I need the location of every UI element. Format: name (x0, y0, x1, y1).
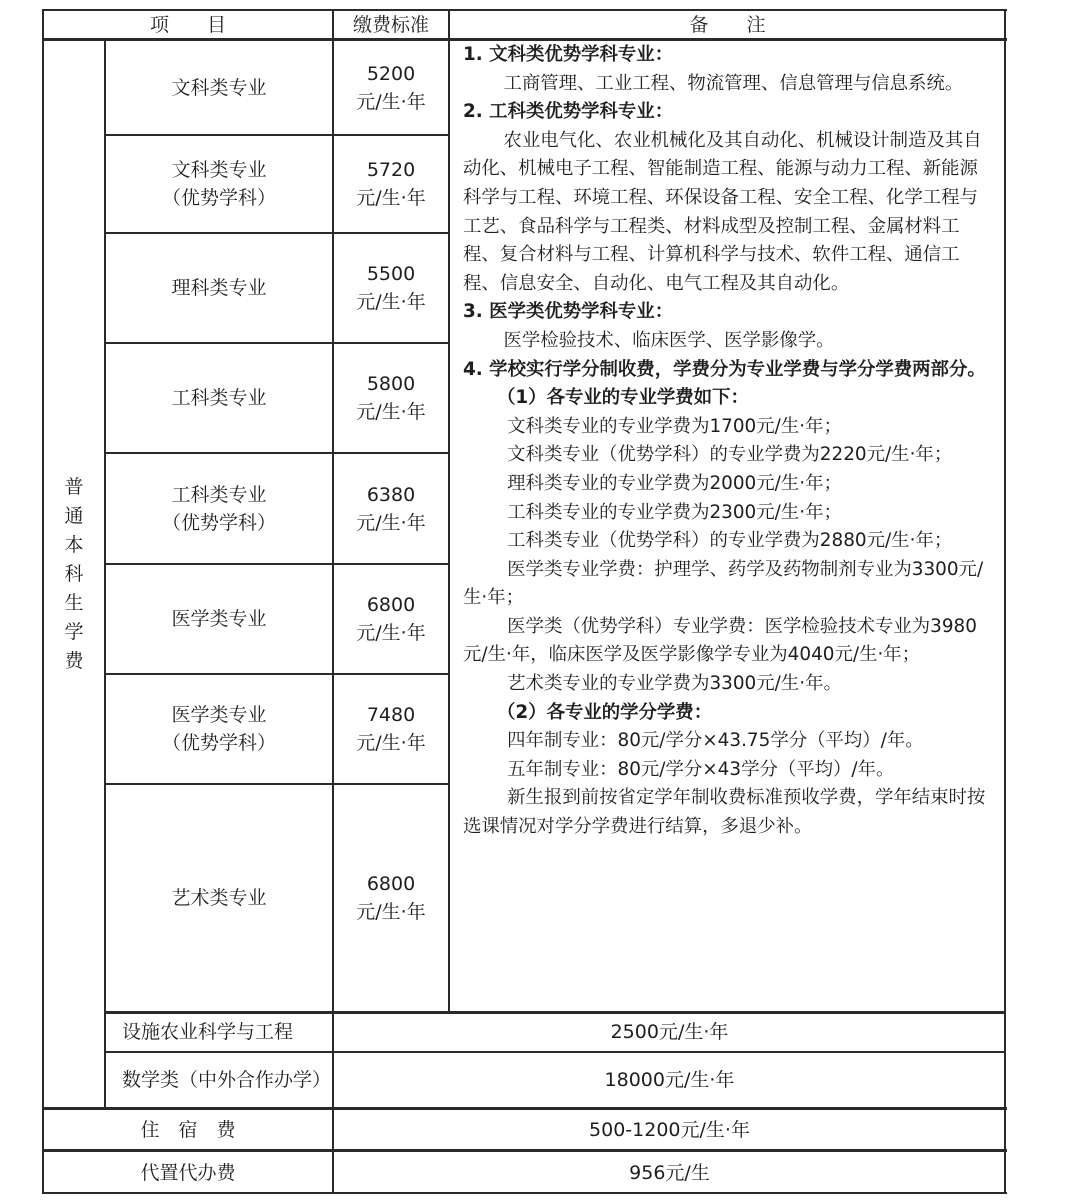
major-fee-line: 元/生·年 (356, 732, 426, 754)
remark-paragraph: 4. 学校实行学分制收费，学费分为专业学费与学分学费两部分。 (463, 358, 986, 380)
major-fee (334, 675, 448, 783)
major-fee (334, 565, 448, 673)
major-fee-line: 6380 (366, 483, 416, 506)
major-name-line: （优势学科） (161, 187, 276, 209)
remark-paragraph: 1. 文科类优势学科专业： (463, 44, 674, 65)
special-row-fee: 2500元/生·年 (610, 1021, 729, 1043)
remark-paragraph: （1）各专业的专业学费如下： (497, 387, 749, 409)
category-char: 通 (64, 504, 84, 527)
remarks-text (463, 41, 993, 842)
special-row-name: 设施农业科学与工程 (122, 1021, 294, 1043)
category-char: 学 (64, 620, 84, 643)
major-name-line: 工科类专业 (171, 483, 267, 506)
category-char: 费 (64, 649, 84, 672)
remark-paragraph: 工科类专业（优势学科）的专业学费为2880元/生·年； (507, 530, 953, 552)
major-name (106, 234, 332, 342)
remark-paragraph: 工商管理、工业工程、物流管理、信息管理与信息系统。 (503, 72, 964, 94)
category-char: 生 (64, 591, 84, 614)
special-row-fee: 18000元/生·年 (604, 1069, 735, 1091)
major-name-line: 文科类专业 (171, 76, 267, 99)
remark-paragraph: 五年制专业：80元/学分×43学分（平均）/年。 (507, 758, 895, 780)
major-fee (334, 136, 448, 232)
major-name-line: 医学类专业 (171, 704, 267, 726)
major-name-line: 医学类专业 (171, 608, 267, 630)
major-fee (334, 234, 448, 342)
grid-line (448, 9, 450, 1013)
other-fee-name: 住 宿 费 (140, 1119, 236, 1141)
remark-paragraph: 四年制专业：80元/学分×43.75学分（平均）/年。 (507, 730, 924, 752)
special-row-name: 数学类（中外合作办学） (122, 1068, 332, 1091)
major-fee (334, 41, 448, 134)
remark-paragraph: 医学检验技术、临床医学、医学影像学。 (503, 329, 835, 351)
major-fee-line: 元/生·年 (356, 511, 426, 534)
category-char: 本 (64, 533, 84, 556)
remark-paragraph: 医学类专业学费：护理学、药学及药物制剂专业为3300元/生·年； (463, 558, 984, 609)
major-name-line: 理科类专业 (171, 277, 267, 299)
remark-paragraph: 理科类专业的专业学费为2000元/生·年； (507, 472, 842, 494)
major-name-line: （优势学科） (161, 511, 276, 534)
remark-paragraph: 3. 医学类优势学科专业： (463, 301, 674, 323)
header-remark: 备 注 (689, 13, 766, 36)
major-fee-line: 元/生·年 (356, 622, 426, 644)
category-char: 科 (64, 562, 84, 585)
header-fee: 缴费标准 (352, 13, 429, 36)
grid-line (42, 1107, 1007, 1110)
major-name (106, 344, 332, 452)
major-name (106, 454, 332, 563)
major-name (106, 785, 332, 1011)
major-name-line: （优势学科） (161, 732, 276, 754)
major-name-line: 工科类专业 (171, 387, 267, 409)
remark-paragraph: （2）各专业的学分学费： (497, 701, 713, 723)
major-name (106, 41, 332, 134)
other-fee-value: 500-1200元/生·年 (589, 1119, 750, 1141)
major-fee-line: 元/生·年 (356, 187, 426, 209)
major-name (106, 136, 332, 232)
remark-paragraph: 新生报到前按省定学年制收费标准预收学费，学年结束时按选课情况对学分学费进行结算，多退少补。 (463, 787, 986, 838)
remark-paragraph: 文科类专业（优势学科）的专业学费为2220元/生·年； (507, 444, 953, 466)
major-fee-line: 元/生·年 (356, 90, 426, 113)
major-fee (334, 454, 448, 563)
remark-paragraph: 农业电气化、农业机械化及其自动化、机械设计制造及其自动化、机械电子工程、智能制造工程、能源与动力工程、新能源科学与工程、环境工程、环保设备工程、安全工程、化学工程与工艺、食品科学与工程类、材料成型及控制工程、金属材料工程、复合材料与工程、计算机科学与技术、软件工程、通信工程、信息安全、自动化、电气工程及其自动化。 (463, 129, 982, 294)
major-fee-line: 6800 (366, 594, 416, 616)
other-fee-name: 代置代办费 (140, 1162, 236, 1184)
major-fee-line: 元/生·年 (356, 401, 426, 423)
major-fee-line: 5200 (366, 62, 416, 85)
grid-line (42, 1149, 1007, 1152)
major-name-line: 文科类专业 (171, 159, 267, 181)
major-name (106, 565, 332, 673)
remark-paragraph: 工科类专业的专业学费为2300元/生·年； (507, 501, 842, 523)
major-fee-line: 7480 (366, 704, 416, 726)
major-fee-line: 5800 (366, 373, 416, 395)
major-fee-line: 5500 (366, 263, 416, 285)
header-item: 项 目 (149, 13, 226, 36)
major-name-line: 艺术类专业 (171, 887, 267, 909)
remark-paragraph: 2. 工科类优势学科专业： (463, 101, 674, 123)
category-char: 普 (64, 475, 84, 498)
other-fee-value: 956元/生 (629, 1162, 710, 1184)
major-fee (334, 785, 448, 1011)
major-name (106, 675, 332, 783)
major-fee (334, 344, 448, 452)
remark-paragraph: 医学类（优势学科）专业学费：医学检验技术专业为3980元/生·年，临床医学及医学影像学专业为4040元/生·年； (463, 615, 977, 666)
major-fee-line: 元/生·年 (356, 901, 426, 923)
major-fee-line: 元/生·年 (356, 291, 426, 313)
major-fee-line: 6800 (366, 873, 416, 895)
remark-paragraph: 文科类专业的专业学费为1700元/生·年； (507, 415, 842, 437)
category-label (44, 41, 104, 1107)
remark-paragraph: 艺术类专业的专业学费为3300元/生·年。 (507, 673, 842, 695)
major-fee-line: 5720 (366, 159, 416, 181)
